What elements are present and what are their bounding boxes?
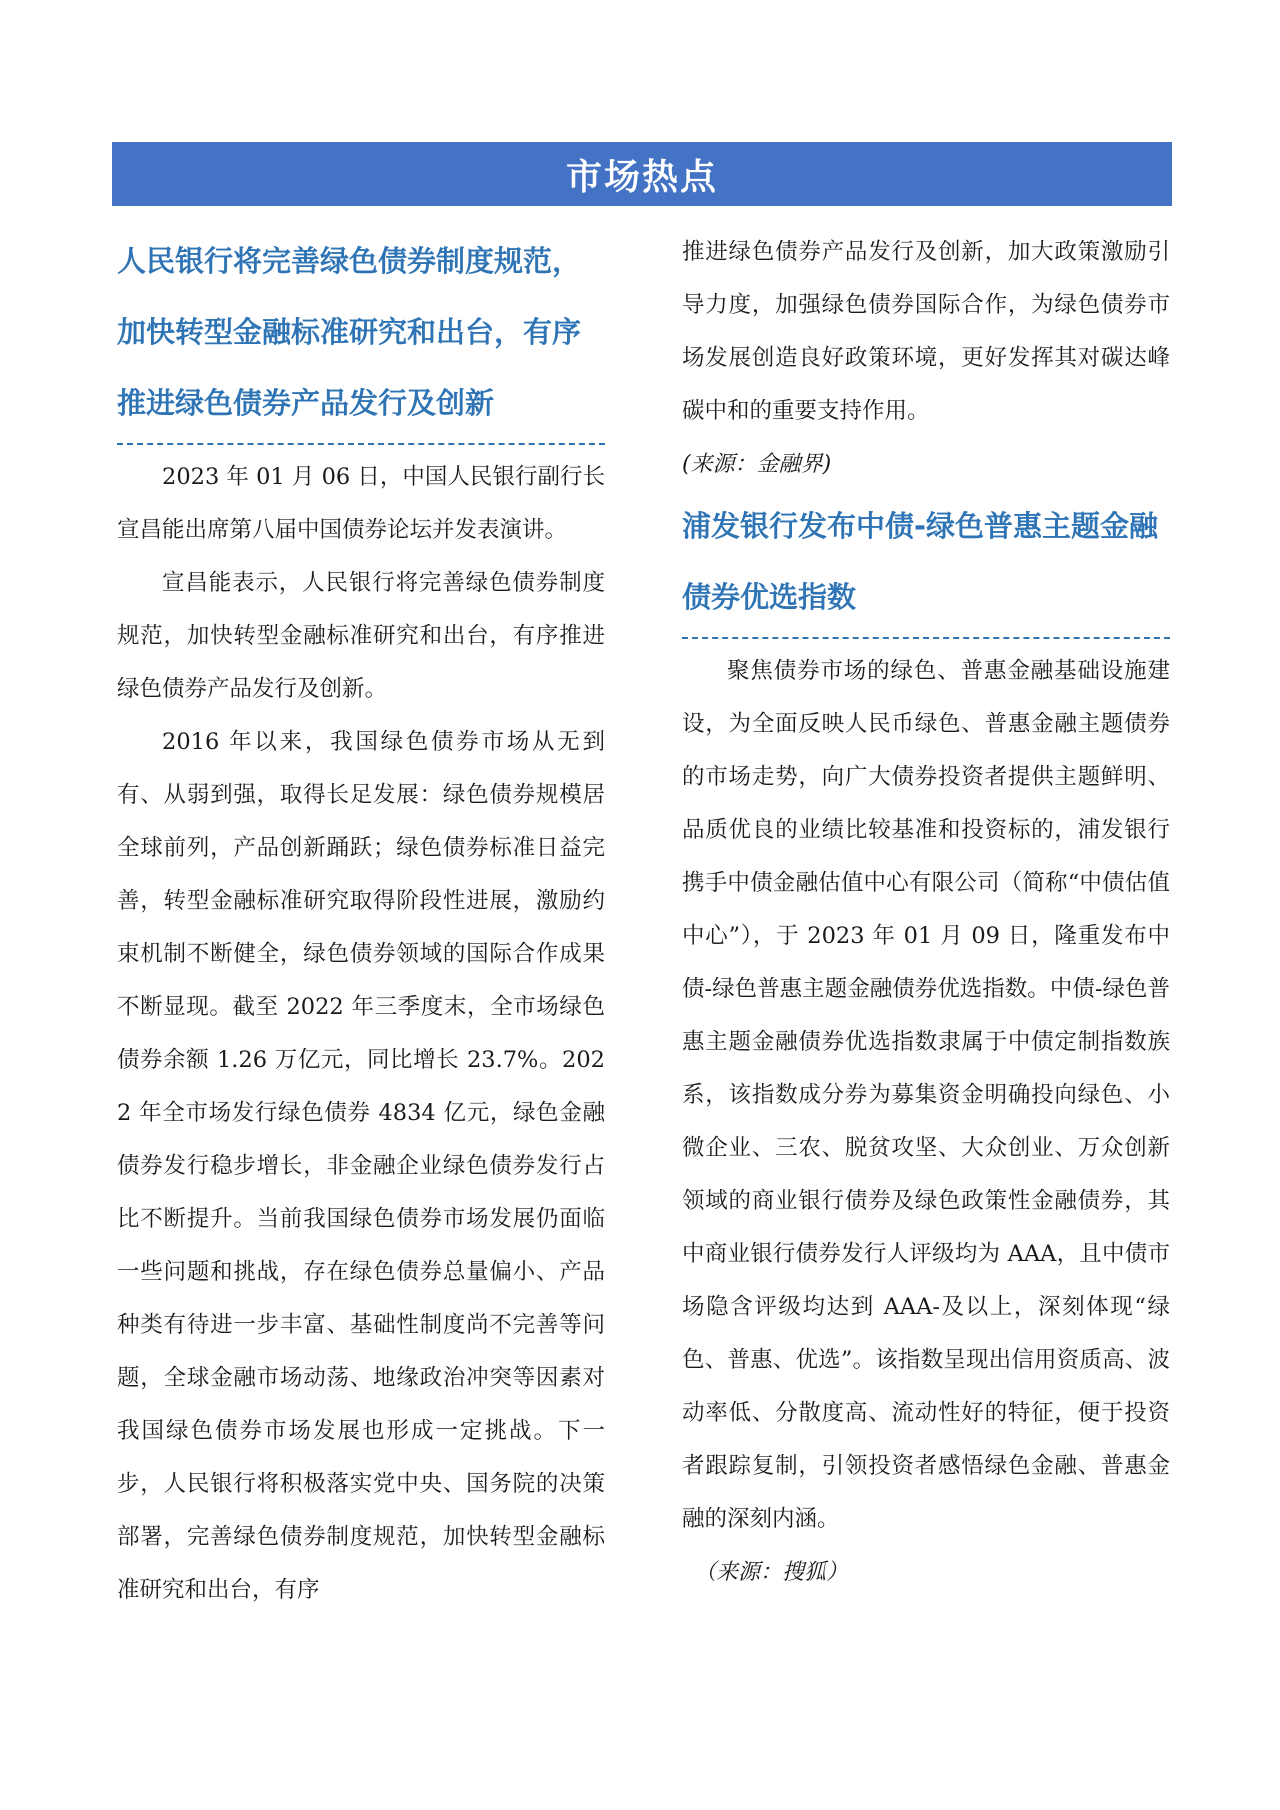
article2-headline: 浦发银行发布中债-绿色普惠主题金融债券优选指数 <box>682 509 1159 614</box>
article1-paragraph-3: 2016 年以来，我国绿色债券市场从无到有、从弱到强，取得长足发展：绿色债券规模居全球前列，产品创新踊跃；绿色债券标准日益完善，转型金融标准研究取得阶段性进展，激励约束机制不断健全，绿色债券领域的国际合作成果不断显现。截至 2022 年三季度末，全市场绿色债券余额 1.26 万亿元，同比增长 23.7%。2022 年全市场发行绿色债券 4834 亿元，绿色金融债券发行稳步增长，非金融企业绿色债券发行占比不断提升。当前我国绿色债券市场发展仍面临一些问题和挑战，存在绿色债券总量偏小、产品种类有待进一步丰富、基础性制度尚不完善等问题，全球金融市场动荡、地缘政治冲突等因素对我国绿色债券市场发展也形成一定挑战。下一步，人民银行将积极落实党中央、国务院的决策部署，完善绿色债券制度规范，加快转型金融标准研究和出台，有序 <box>117 729 605 1603</box>
article1-source: (来源：金融界) <box>682 452 832 477</box>
section-banner <box>112 142 1172 206</box>
article2-divider <box>682 637 1170 639</box>
article2-paragraph-1: 聚焦债券市场的绿色、普惠金融基础设施建设，为全面反映人民币绿色、普惠金融主题债券的市场走势，向广大债券投资者提供主题鲜明、品质优良的业绩比较基准和投资标的，浦发银行携手中债金融估值中心有限公司（简称“中债估值中心”），于 2023 年 01 月 09 日，隆重发布中债-绿色普惠主题金融债券优选指数。中债-绿色普惠主题金融债券优选指数隶属于中债定制指数族系，该指数成分券为募集资金明确投向绿色、小微企业、三农、脱贫攻坚、大众创业、万众创新领域的商业银行债券及绿色政策性金融债券，其中商业银行债券发行人评级均为 AAA，且中债市场隐含评级均达到 AAA-及以上，深刻体现“绿色、普惠、优选”。该指数呈现出信用资质高、波动率低、分散度高、流动性好的特征，便于投资者跟踪复制，引领投资者感悟绿色金融、普惠金融的深刻内涵。 <box>682 658 1170 1532</box>
article2-source: （来源：搜狐） <box>694 1560 849 1585</box>
article1-continuation: 推进绿色债券产品发行及创新，加大政策激励引导力度，加强绿色债券国际合作，为绿色债券市场发展创造良好政策环境，更好发挥其对碳达峰碳中和的重要支持作用。 <box>682 239 1170 424</box>
article1-paragraph-2: 宣昌能表示，人民银行将完善绿色债券制度规范，加快转型金融标准研究和出台，有序推进绿色债券产品发行及创新。 <box>117 570 605 702</box>
section-title: 市场热点 <box>565 156 718 198</box>
article1-paragraph-1: 2023 年 01 月 06 日，中国人民银行副行长宣昌能出席第八届中国债券论坛并发表演讲。 <box>117 464 605 543</box>
article1-divider <box>117 443 605 445</box>
left-column <box>117 226 605 1617</box>
right-column <box>682 226 1170 1599</box>
article1-headline: 人民银行将完善绿色债券制度规范，加快转型金融标准研究和出台，有序推进绿色债券产品发行及创新 <box>117 244 582 420</box>
